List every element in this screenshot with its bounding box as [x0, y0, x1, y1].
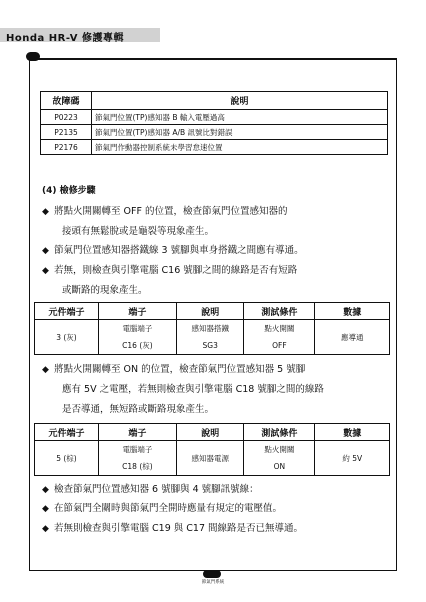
component-pin: 3 (灰) [35, 320, 99, 355]
header-component-pin: 元件端子 [35, 424, 99, 441]
bullet-item [42, 480, 259, 500]
bullet-text: 若無，則檢查與引擎電腦 C16 號腳之間的線路是否有短路 [54, 265, 298, 276]
bullet-item [42, 499, 282, 519]
pin-table-1 [34, 302, 390, 355]
bullet-item [42, 261, 297, 281]
expected-value: 應導通 [315, 320, 390, 355]
header-component-pin: 元件端子 [35, 303, 99, 320]
terminal-line-1: 電腦端子 [98, 441, 176, 459]
description-line-1: 感知器搭鐵 [176, 320, 243, 338]
header-terminal: 端子 [98, 424, 176, 441]
description: 感知器電源 [176, 441, 243, 476]
fault-description: 節氣門位置(TP)感知器 A/B 訊號比對錯誤 [92, 125, 388, 140]
test-condition-line-1: 點火開關 [244, 320, 315, 338]
terminal-line-1: 電腦端子 [98, 320, 176, 338]
bullet-continuation: 是否導通，無短路或斷路現象產生。 [62, 404, 215, 415]
header-test-condition: 測試條件 [244, 303, 315, 320]
fault-code: P2135 [41, 125, 92, 140]
bullet-text: 將點火開關轉至 ON 的位置，檢查節氣門位置感知器 5 號腳 [54, 364, 306, 375]
bullet-item [42, 202, 287, 222]
header-description: 說明 [92, 92, 388, 110]
bullet-text: 檢查節氣門位置感知器 6 號腳與 4 號腳訊號線： [54, 484, 259, 495]
page-badge [26, 52, 40, 61]
table-header-row [35, 424, 390, 441]
description-line-2: SG3 [176, 337, 243, 355]
table-header-row [35, 303, 390, 320]
diamond-bullet-icon: ◆ [42, 266, 49, 276]
bullet-text: 在節氣門全關時與節氣門全開時應量有規定的電壓值。 [54, 503, 283, 514]
bullet-continuation: 或斷路的現象產生。 [62, 285, 148, 296]
table-row [35, 441, 390, 459]
table-row [41, 140, 388, 155]
table-row [35, 320, 390, 338]
bullet-text: 若無則檢查與引擎電腦 C19 與 C17 間線路是否已無導通。 [54, 523, 304, 534]
header-terminal: 端子 [98, 303, 176, 320]
diamond-bullet-icon: ◆ [42, 524, 49, 534]
terminal-line-2: C16 (灰) [98, 337, 176, 355]
header-description: 說明 [176, 303, 243, 320]
diamond-bullet-icon: ◆ [42, 365, 49, 375]
diamond-bullet-icon: ◆ [42, 207, 49, 217]
fault-code: P0223 [41, 110, 92, 125]
header-fault-code: 故障碼 [41, 92, 92, 110]
table-header-row [41, 92, 388, 110]
header-value: 數據 [315, 303, 390, 320]
diamond-bullet-icon: ◆ [42, 485, 49, 495]
table-row [41, 125, 388, 140]
header-description: 說明 [176, 424, 243, 441]
terminal-line-2: C18 (棕) [98, 458, 176, 476]
bullet-item [42, 360, 305, 380]
footer-text: 節氣門系統 [201, 580, 225, 585]
header-test-condition: 測試條件 [244, 424, 315, 441]
table-row [41, 110, 388, 125]
fault-description: 節氣門作動器控制系統未學習怠速位置 [92, 140, 388, 155]
test-condition-line-1: 點火開關 [244, 441, 315, 459]
bullet-item [42, 519, 303, 539]
bullet-text: 將點火開關轉至 OFF 的位置，檢查節氣門位置感知器的 [54, 206, 288, 217]
pin-table-2 [34, 423, 390, 476]
test-condition-line-2: ON [244, 458, 315, 476]
bullet-continuation: 應有 5V 之電壓，若無則檢查與引擎電腦 C18 號腳之間的線路 [62, 384, 324, 395]
bullet-continuation: 接頭有無鬆脫或是龜裂等現象產生。 [62, 226, 215, 237]
fault-code-table [40, 91, 388, 155]
page-number-mark [203, 570, 221, 578]
fault-description: 節氣門位置(TP)感知器 B 輸入電壓過高 [92, 110, 388, 125]
header-value: 數據 [315, 424, 390, 441]
diamond-bullet-icon: ◆ [42, 246, 49, 256]
diamond-bullet-icon: ◆ [42, 504, 49, 514]
page-header-title: Honda HR-V 修護專輯 [6, 33, 124, 44]
bullet-text: 節氣門位置感知器搭鐵線 3 號腳與車身搭鐵之間應有導通。 [54, 245, 304, 256]
expected-value: 約 5V [315, 441, 390, 476]
component-pin: 5 (棕) [35, 441, 99, 476]
section-title: (4) 檢修步驟 [42, 186, 96, 196]
bullet-item [42, 241, 304, 261]
fault-code: P2176 [41, 140, 92, 155]
test-condition-line-2: OFF [244, 337, 315, 355]
